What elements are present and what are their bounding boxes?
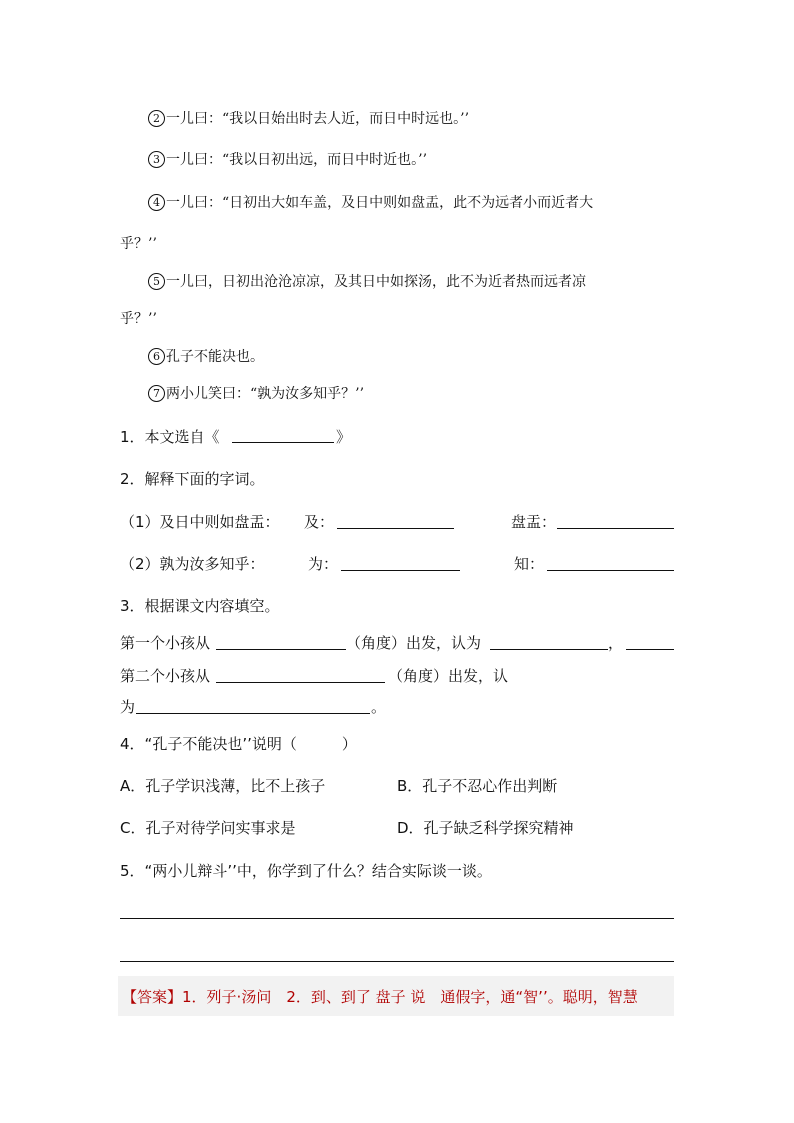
question-2-row2-word1: 为： [308, 555, 339, 573]
passage-line-3: 3 一儿曰：“我以日初出远，而日中时近也。’’ [148, 150, 427, 170]
answer-blank[interactable] [557, 528, 674, 529]
answer-text [122, 986, 638, 1007]
question-3-line1-a: 第一个小孩从 [120, 634, 211, 652]
question-3-line3-a: 为 [120, 698, 136, 716]
passage-line-6: 6 孔子不能决也。 [148, 347, 264, 367]
answer-blank[interactable] [626, 649, 674, 650]
question-2-row1-sentence: （1）及日中则如盘盂： [120, 513, 280, 531]
answer-blank[interactable] [216, 682, 385, 683]
passage-line-5-cont: 乎？’’ [120, 311, 157, 327]
question-2-row2-word2: 知： [514, 555, 545, 573]
answer-blank[interactable] [216, 649, 346, 650]
question-5-title: 5．“两小儿辩斗’’中，你学到了什么？结合实际谈一谈。 [120, 862, 492, 880]
question-3-line3-b: 。 [371, 698, 387, 716]
option-c[interactable]: C．孔子对待学问实事求是 [120, 819, 296, 837]
answer-blank[interactable] [136, 713, 370, 714]
circled-number: 6 [148, 348, 165, 365]
option-d[interactable]: D．孔子缺乏科学探究精神 [397, 819, 574, 837]
option-b[interactable]: B．孔子不忍心作出判断 [397, 777, 558, 795]
question-3-line1-c: ， [608, 634, 624, 652]
passage-line-4: 4 一儿曰：“日初出大如车盖，及日中则如盘盂，此不为远者小而近者大 [148, 193, 593, 213]
passage-line-7: 7 两小儿笑曰：“孰为汝多知乎？’’ [148, 384, 364, 404]
answer-content: 1．列子·汤问 2．到、到了 盘子 说 通假字，通“智’’。聪明，智慧 [182, 988, 638, 1006]
question-2-row1-word1: 及： [304, 513, 335, 531]
circled-number: 4 [148, 194, 165, 211]
question-2-row2-sentence: （2）孰为汝多知乎： [120, 555, 265, 573]
passage-line-2: 2 一儿曰：“我以日始出时去人近，而日中时远也。’’ [148, 109, 469, 129]
circled-number: 7 [148, 385, 165, 402]
question-3-line2-b: （角度）出发，认 [388, 667, 509, 685]
answer-blank[interactable] [232, 442, 334, 443]
passage-line-4-cont: 乎？’’ [120, 236, 157, 252]
answer-blank[interactable] [337, 528, 454, 529]
question-3-line1-b: （角度）出发，认为 [346, 634, 482, 652]
answer-box [118, 976, 674, 1016]
circled-number: 3 [148, 151, 165, 168]
question-3-line2-a: 第二个小孩从 [120, 667, 211, 685]
question-3-title: 3．根据课文内容填空。 [120, 597, 280, 615]
answer-blank[interactable] [341, 570, 460, 571]
circled-number: 5 [148, 273, 165, 290]
question-4-title: 4．“孔子不能决也’’说明（ ） [120, 735, 357, 753]
question-1-prefix: 1．本文选自《 [120, 428, 220, 446]
answer-label: 【答案】 [122, 988, 183, 1006]
answer-line[interactable] [120, 961, 674, 962]
question-2-row1-word2: 盘盂： [511, 513, 557, 531]
question-2-title: 2．解释下面的字词。 [120, 470, 265, 488]
circled-number: 2 [148, 110, 165, 127]
passage-line-5: 5 一儿曰，日初出沧沧凉凉，及其日中如探汤，此不为近者热而远者凉 [148, 272, 586, 292]
question-1-suffix: 》 [336, 428, 352, 446]
answer-line[interactable] [120, 918, 674, 919]
option-a[interactable]: A．孔子学识浅薄，比不上孩子 [120, 777, 326, 795]
answer-blank[interactable] [547, 570, 674, 571]
answer-blank[interactable] [490, 649, 608, 650]
